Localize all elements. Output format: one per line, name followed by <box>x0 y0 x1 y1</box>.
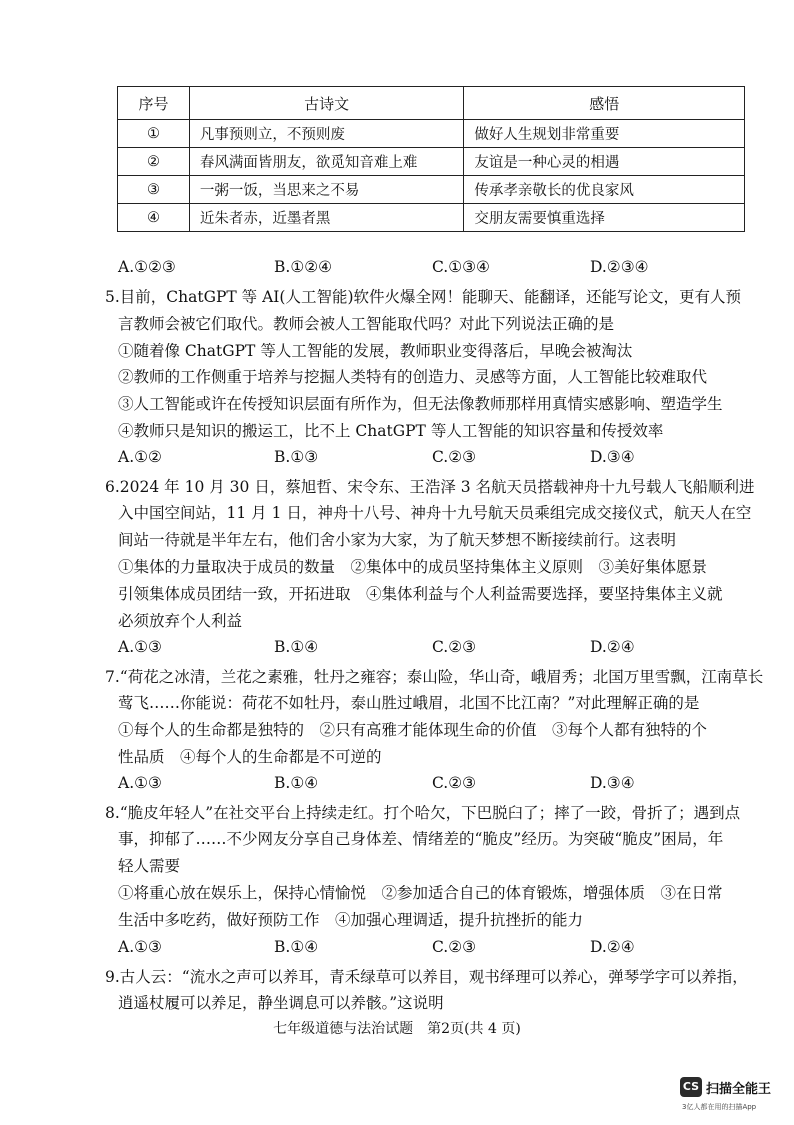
watermark-subtitle: 3亿人都在用的扫描App <box>682 1103 757 1111</box>
q8-statement: 生活中多吃药，做好预防工作 ④加强心理调适，提升抗挫折的能力 <box>118 911 584 929</box>
option-d: D.②③④ <box>590 258 649 276</box>
option-c: C.①③④ <box>432 258 490 276</box>
option-a: A.①② <box>118 448 162 466</box>
option-d: D.③④ <box>590 448 635 466</box>
option-a: A.①②③ <box>118 258 176 276</box>
header-poem: 古诗文 <box>189 87 464 120</box>
q5-stem-line: 5.目前，ChatGPT 等 AI(人工智能)软件火爆全网！能聊天、能翻译，还能写论文，更有人预 <box>105 288 742 306</box>
q6-stem-line: 6.2024 年 10 月 30 日，蔡旭哲、宋令东、王浩泽 3 名航天员搭载神舟十九号载人飞船顺利进 <box>105 478 755 496</box>
option-d: D.③④ <box>590 774 635 792</box>
row-insight: 友谊是一种心灵的相遇 <box>464 148 745 176</box>
q5-statement: ①随着像 ChatGPT 等人工智能的发展，教师职业变得落后，早晚会被淘汰 <box>118 342 633 360</box>
q5-statement: ②教师的工作侧重于培养与挖掘人类特有的创造力、灵感等方面，人工智能比较难取代 <box>118 368 708 386</box>
row-number: ① <box>118 120 190 148</box>
table-row <box>118 204 745 232</box>
camscanner-logo-icon: CS <box>680 1077 702 1097</box>
q8-statement: ①将重心放在娱乐上，保持心情愉悦 ②参加适合自己的体育锻炼，增强体质 ③在日常 <box>118 884 723 902</box>
header-number: 序号 <box>118 87 190 120</box>
option-a: A.①③ <box>118 774 162 792</box>
q9-stem-line: 逍遥杖履可以养足，静坐调息可以养骸。”这说明 <box>118 994 444 1012</box>
q5-stem-line: 言教师会被它们取代。教师会被人工智能取代吗？对此下列说法正确的是 <box>118 315 615 333</box>
option-c: C.②③ <box>432 774 477 792</box>
q6-statement: 必须放弃个人利益 <box>118 612 243 630</box>
q8-stem-line: 事，抑郁了……不少网友分享自己身体差、情绪差的“脆皮”经历。为突破“脆皮”困局，年 <box>118 830 724 848</box>
q6-statement: ①集体的力量取决于成员的数量 ②集体中的成员坚持集体主义原则 ③美好集体愿景 <box>118 558 708 576</box>
header-insight: 感悟 <box>464 87 745 120</box>
table-row <box>118 148 745 176</box>
q7-stem-line: 7.“荷花之冰清，兰花之素雅，牡丹之雍容；泰山险，华山奇，峨眉秀；北国万里雪飘，江南草长 <box>105 668 764 686</box>
option-b: B.①③ <box>274 448 319 466</box>
option-b: B.①④ <box>274 938 319 956</box>
q6-statement: 引领集体成员团结一致，开拓进取 ④集体利益与个人利益需要选择，要坚持集体主义就 <box>118 585 723 603</box>
row-poem: 近朱者赤，近墨者黑 <box>189 204 464 232</box>
row-poem: 凡事预则立，不预则废 <box>189 120 464 148</box>
table-row <box>118 176 745 204</box>
q9-stem-line: 9.古人云：“流水之声可以养耳，青禾绿草可以养目，观书绎理可以养心，弹琴学字可以养指， <box>105 968 748 986</box>
page-footer: 七年级道德与法治试题 第2页(共 4 页) <box>273 1021 521 1037</box>
option-c: C.②③ <box>432 638 477 656</box>
option-b: B.①④ <box>274 638 319 656</box>
row-poem: 春风满面皆朋友，欲觅知音难上难 <box>189 148 464 176</box>
q8-stem-line: 轻人需要 <box>118 857 181 875</box>
option-b: B.①④ <box>274 774 319 792</box>
q5-statement: ④教师只是知识的搬运工，比不上 ChatGPT 等人工智能的知识容量和传授效率 <box>118 422 664 440</box>
q6-stem-line: 间站一待就是半年左右，他们舍小家为大家，为了航天梦想不断接续前行。这表明 <box>118 531 677 549</box>
row-insight: 传承孝亲敬长的优良家风 <box>464 176 745 204</box>
q6-stem-line: 入中国空间站，11 月 1 日，神舟十八号、神舟十九号航天员乘组完成交接仪式，航天人在空 <box>118 504 752 522</box>
scanner-watermark <box>680 1075 790 1119</box>
option-d: D.②④ <box>590 638 635 656</box>
option-c: C.②③ <box>432 938 477 956</box>
option-c: C.②③ <box>432 448 477 466</box>
row-insight: 交朋友需要慎重选择 <box>464 204 745 232</box>
q7-statement: 性品质 ④每个人的生命都是不可逆的 <box>118 748 382 766</box>
option-a: A.①③ <box>118 938 162 956</box>
option-a: A.①③ <box>118 638 162 656</box>
q7-stem-line: 莺飞……你能说：荷花不如牡丹，泰山胜过峨眉，北国不比江南？”对此理解正确的是 <box>118 694 700 712</box>
q8-stem-line: 8.“脆皮年轻人”在社交平台上持续走红。打个哈欠，下巴脱臼了；摔了一跤，骨折了；遇到点 <box>105 804 741 822</box>
option-b: B.①②④ <box>274 258 333 276</box>
row-number: ④ <box>118 204 190 232</box>
row-number: ③ <box>118 176 190 204</box>
option-d: D.②④ <box>590 938 635 956</box>
watermark-title: 扫描全能王 <box>706 1082 772 1097</box>
table-header-row <box>118 87 745 120</box>
table-row <box>118 120 745 148</box>
row-insight: 做好人生规划非常重要 <box>464 120 745 148</box>
row-poem: 一粥一饭，当思来之不易 <box>189 176 464 204</box>
row-number: ② <box>118 148 190 176</box>
poem-table <box>117 86 745 232</box>
q7-statement: ①每个人的生命都是独特的 ②只有高雅才能体现生命的价值 ③每个人都有独特的个 <box>118 721 708 739</box>
q5-statement: ③人工智能或许在传授知识层面有所作为，但无法像教师那样用真情实感影响、塑造学生 <box>118 395 723 413</box>
